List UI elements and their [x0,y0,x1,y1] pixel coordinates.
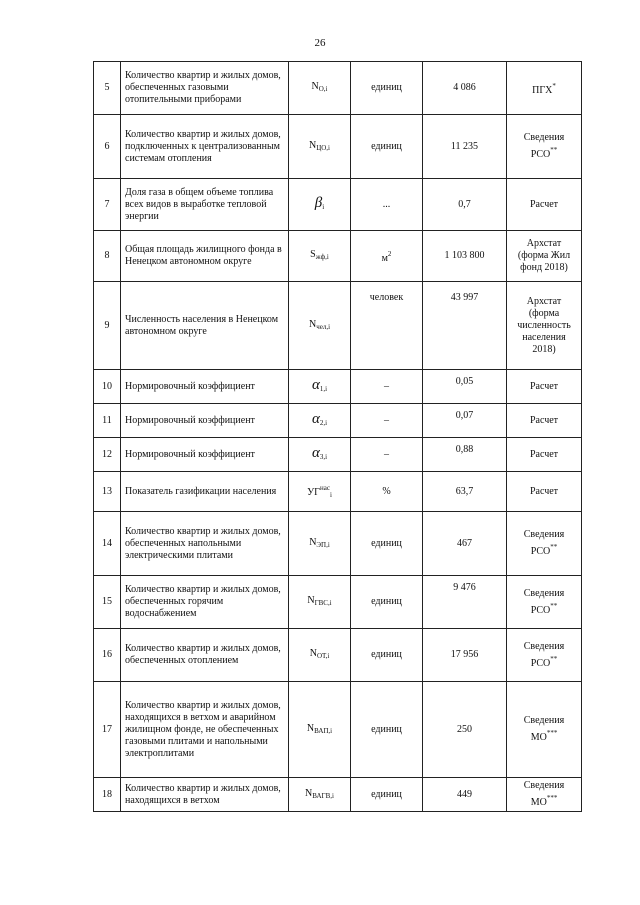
source-cell [507,404,582,438]
source-cell [507,778,582,812]
symbol-main: N [309,648,317,659]
source-text: Сведения РСО [523,132,565,160]
symbol-subscript: жф,i [315,253,329,261]
row-number: 5 [94,62,121,115]
value-cell: 1 103 800 [423,231,507,282]
indicator-symbol [289,512,351,576]
symbol-main: β [314,194,323,211]
table-row [94,438,582,472]
value-cell: 0,88 [423,438,507,472]
source-text: Расчет [529,198,559,210]
indicator-name: Количество квартир и жилых домов, подключенных к централизованным системам отопления [121,115,289,179]
unit-cell [351,629,423,682]
unit-cell [351,512,423,576]
table-row [94,472,582,512]
row-number: 18 [94,778,121,812]
table-row [94,115,582,179]
indicator-symbol [289,179,351,231]
value-cell: 4 086 [423,62,507,115]
unit-cell [351,231,423,282]
indicator-symbol [289,576,351,629]
indicator-symbol [289,115,351,179]
source-footnote-mark: *** [546,794,558,802]
row-number: 10 [94,370,121,404]
table-row [94,682,582,778]
symbol-main: N [305,787,313,799]
source-cell [507,629,582,682]
indicator-symbol [289,404,351,438]
source-text: ПГХ [532,84,553,96]
symbol-subscript: ГВС,i [314,599,332,607]
table-row [94,179,582,231]
unit-cell [351,778,423,812]
row-number: 9 [94,282,121,370]
symbol-subscript: 3,i [319,452,328,461]
source-footnote-mark: ** [550,601,558,610]
indicator-symbol [289,62,351,115]
symbol-subscript: чел,i [316,322,331,331]
indicator-symbol [289,682,351,778]
source-text: Сведения РСО [523,640,565,669]
row-number: 6 [94,115,121,179]
row-number: 15 [94,576,121,629]
value-cell: 467 [423,512,507,576]
symbol-subscript: i [329,491,332,499]
page-number: 26 [314,37,326,49]
table-row [94,62,582,115]
source-text: Расчет [529,380,559,392]
indicator-name: Общая площадь жилищного фонда в Ненецком автономном округе [121,231,289,282]
source-text: Архстат (форма Жил фонд 2018) [517,238,571,273]
table-row [94,576,582,629]
row-number: 14 [94,512,121,576]
source-cell [507,62,582,115]
source-text: Архстат (форма численность населения 2018) [517,295,571,355]
symbol-main: α [311,444,320,461]
table-row [94,629,582,682]
symbol-main: N [308,318,317,330]
unit-cell [351,404,423,438]
source-text: Сведения РСО [523,587,565,616]
value-cell: 9 476 [423,576,507,629]
indicator-name: Численность населения в Ненецком автономном округе [121,282,289,370]
value-cell: 0,05 [423,370,507,404]
indicator-symbol [289,370,351,404]
source-text: Сведения РСО [523,529,565,557]
indicator-symbol [289,629,351,682]
indicator-name: Количество квартир и жилых домов, обеспеченных газовыми отопительными приборами [121,62,289,115]
unit-cell [351,62,423,115]
symbol-main: УГ [307,487,320,498]
source-cell [507,438,582,472]
source-cell [507,115,582,179]
symbol-subscript: i [322,202,325,211]
unit-text: единиц [371,723,402,735]
value-cell: 43 997 [423,282,507,370]
symbol-subscript: ЭП,i [316,540,330,549]
indicator-table [93,61,582,812]
symbol-main: α [311,410,320,427]
indicator-name: Нормировочный коэффициент [121,404,289,438]
table-row [94,231,582,282]
symbol-main: N [309,536,317,548]
unit-text: – [384,414,389,426]
indicator-name: Количество квартир и жилых домов, находящихся в ветхом [121,778,289,812]
indicator-name: Нормировочный коэффициент [121,370,289,404]
unit-text: % [382,485,391,497]
source-text: Сведения МО [523,715,565,743]
source-footnote-mark: *** [546,729,558,737]
row-number: 13 [94,472,121,512]
symbol-main: α [311,376,320,393]
unit-cell [351,115,423,179]
unit-text: единиц [371,140,402,152]
row-number: 7 [94,179,121,231]
value-cell: 449 [423,778,507,812]
unit-cell [351,472,423,512]
table-row [94,404,582,438]
source-footnote-mark: ** [550,654,558,663]
symbol-subscript: О,i [318,85,328,93]
symbol-main: N [306,722,315,734]
indicator-name: Количество квартир и жилых домов, обеспеченных напольными электрическими плитами [121,512,289,576]
source-cell [507,682,582,778]
unit-text: человек [369,292,404,303]
row-number: 11 [94,404,121,438]
symbol-subscript: ВАП,i [314,726,333,735]
unit-text: единиц [371,649,402,660]
indicator-symbol [289,472,351,512]
source-cell [507,512,582,576]
table-row [94,512,582,576]
indicator-symbol [289,231,351,282]
row-number: 16 [94,629,121,682]
symbol-main: S [310,249,316,260]
indicator-name: Показатель газификации населения [121,472,289,512]
indicator-name: Количество квартир и жилых домов, обеспеченных горячим водоснабжением [121,576,289,629]
value-cell: 63,7 [423,472,507,512]
source-text: Расчет [529,448,559,460]
indicator-name: Доля газа в общем объеме топлива всех видов в выработке тепловой энергии [121,179,289,231]
symbol-subscript: 2,i [319,418,328,427]
source-footnote-mark: * [552,81,556,90]
source-text: Сведения МО [523,780,565,808]
unit-text: ... [382,198,391,210]
source-cell [507,231,582,282]
unit-text: – [384,448,389,460]
table-row [94,282,582,370]
unit-cell [351,282,423,370]
row-number: 17 [94,682,121,778]
value-cell: 17 956 [423,629,507,682]
source-cell [507,179,582,231]
unit-cell [351,682,423,778]
unit-cell [351,370,423,404]
unit-cell [351,179,423,231]
unit-superscript: 2 [387,249,392,258]
unit-text: – [384,380,389,392]
unit-text: единиц [371,537,402,549]
value-cell: 0,07 [423,404,507,438]
unit-text: единиц [371,596,402,607]
value-cell: 0,7 [423,179,507,231]
source-cell [507,370,582,404]
value-cell: 11 235 [423,115,507,179]
source-footnote-mark: ** [550,543,558,551]
unit-text: м [381,252,388,264]
unit-cell [351,576,423,629]
symbol-subscript: ОТ,i [316,652,330,660]
unit-text: единиц [371,788,402,800]
symbol-main: N [309,139,317,151]
unit-text: единиц [371,82,402,93]
indicator-name: Количество квартир и жилых домов, находящихся в ветхом и аварийном жилищном фонде, не обеспеченных газовыми плитами и напольными электроплитами [121,682,289,778]
source-cell [507,282,582,370]
indicator-symbol [289,438,351,472]
value-cell: 250 [423,682,507,778]
table-row [94,778,582,812]
unit-cell [351,438,423,472]
table-row [94,370,582,404]
indicator-name: Количество квартир и жилых домов, обеспеченных отоплением [121,629,289,682]
source-text: Расчет [529,485,559,497]
indicator-symbol [289,282,351,370]
symbol-superscript: нас [319,484,330,492]
row-number: 12 [94,438,121,472]
table-body [94,62,582,812]
row-number: 8 [94,231,121,282]
source-cell [507,576,582,629]
indicator-symbol [289,778,351,812]
indicator-name: Нормировочный коэффициент [121,438,289,472]
symbol-main: N [311,81,319,92]
source-footnote-mark: ** [550,146,558,154]
symbol-subscript: ВАГВ,i [312,791,334,800]
symbol-subscript: 1,i [319,384,328,393]
symbol-subscript: ЦО,i [316,143,330,152]
source-text: Расчет [529,414,559,426]
symbol-main: N [307,595,315,606]
source-cell [507,472,582,512]
